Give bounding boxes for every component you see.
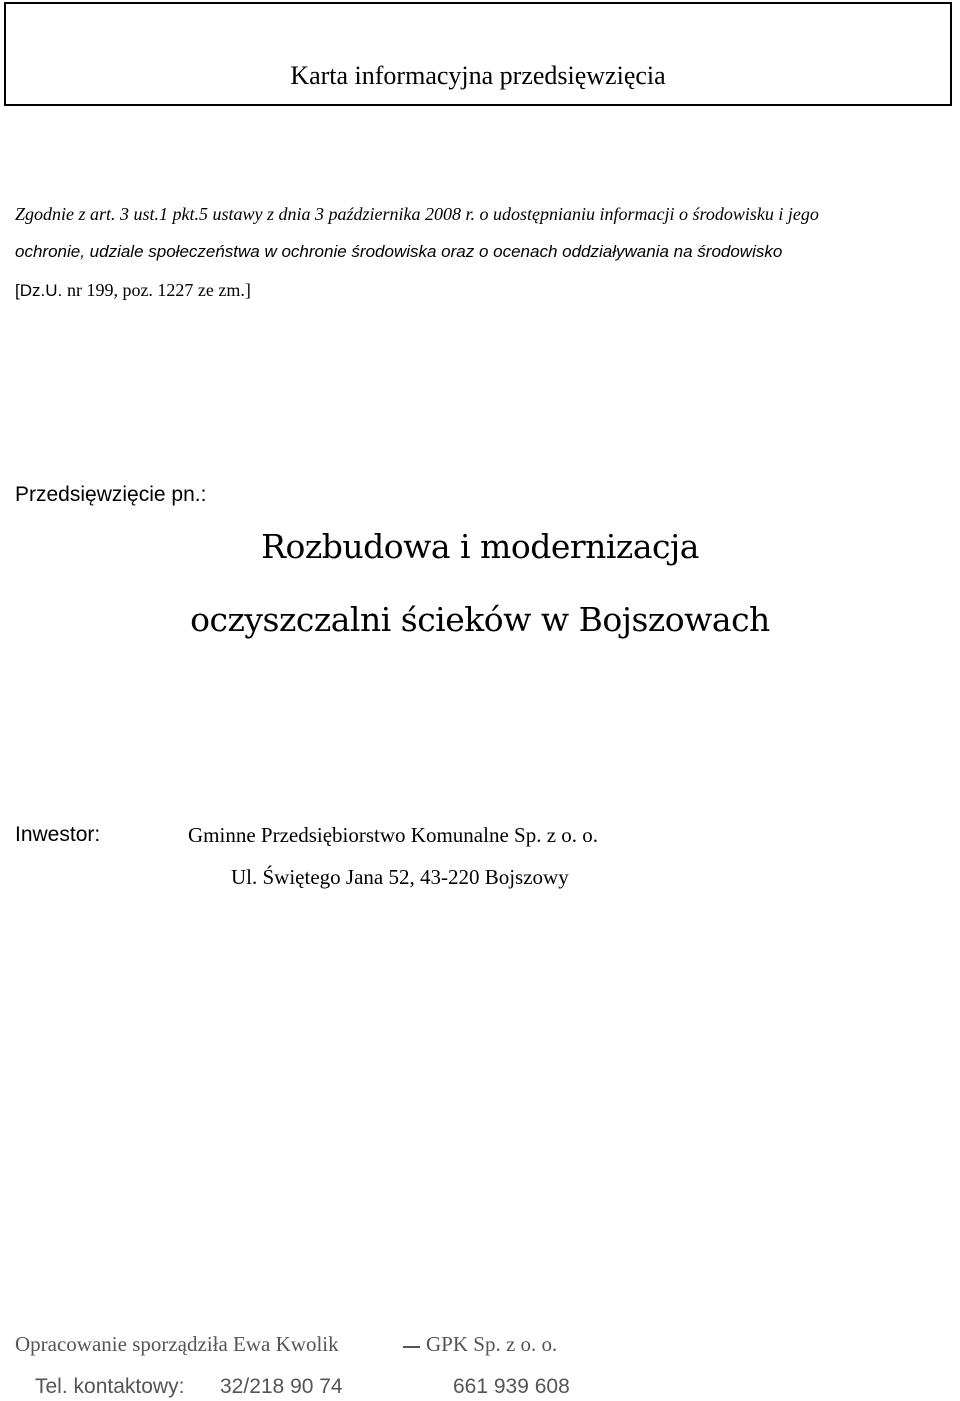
project-name-line-1: Rozbudowa i modernizacja: [261, 527, 699, 566]
phone-label: Tel. kontaktowy:: [35, 1375, 185, 1398]
legal-basis-journal: [Dz.U.: [15, 281, 67, 300]
prepared-by: Opracowanie sporządziła Ewa Kwolik: [15, 1332, 339, 1356]
investor-address: Ul. Świętego Jana 52, 43-220 Bojszowy: [231, 865, 569, 889]
prepared-company: GPK Sp. z o. o.: [426, 1332, 558, 1356]
project-label: Przedsięwzięcie pn.:: [15, 483, 207, 506]
title-box: [4, 2, 952, 106]
project-name-line-2: oczyszczalni ścieków w Bojszowach: [190, 600, 770, 639]
legal-basis-line-3: [15, 280, 251, 301]
page-title: Karta informacyjna przedsięwzięcia: [290, 61, 666, 90]
footer-dash: [403, 1346, 420, 1348]
investor-label: Inwestor:: [15, 823, 101, 846]
investor-name: Gminne Przedsiębiorstwo Komunalne Sp. z o. o.: [188, 823, 599, 847]
phone-number-2: 661 939 608: [453, 1375, 570, 1398]
legal-basis-line-2: ochronie, udziale społeczeństwa w ochronie środowiska oraz o ocenach oddziaływania na środowisko: [15, 242, 783, 261]
phone-number-1: 32/218 90 74: [220, 1375, 343, 1398]
legal-basis-line-1: Zgodnie z art. 3 ust.1 pkt.5 ustawy z dnia 3 października 2008 r. o udostępnianiu informacji o środowisku i jego: [15, 204, 819, 224]
legal-basis-position: nr 199, poz. 1227 ze zm.]: [66, 280, 251, 300]
